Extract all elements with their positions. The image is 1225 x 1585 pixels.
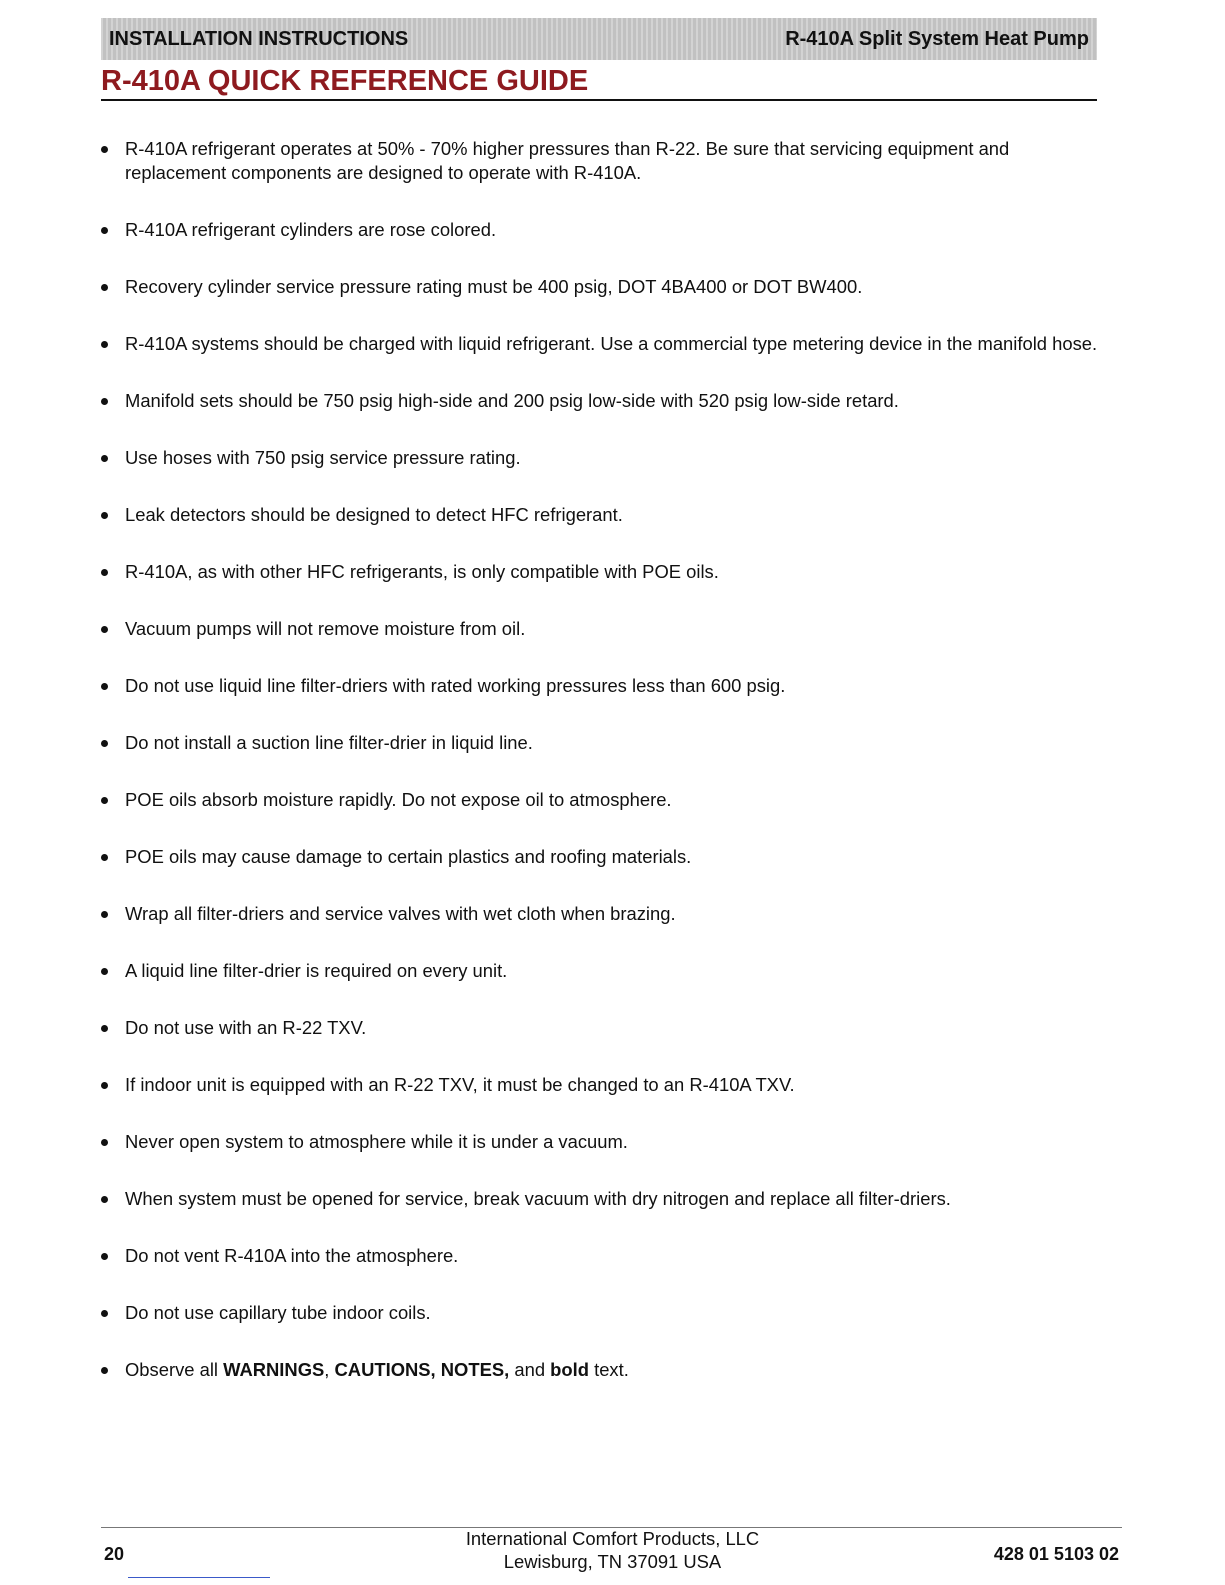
bullet-dot-icon [101,569,108,576]
bullet-dot-icon [101,683,108,690]
reference-bullet-list [101,137,1111,1382]
bullet-text: If indoor unit is equipped with an R-22 TXV, it must be changed to an R-410A TXV. [125,1074,795,1095]
bullet-text: Wrap all filter-driers and service valves with wet cloth when brazing. [125,903,676,924]
bullet-item [101,275,1111,299]
bullet-item [101,1187,1111,1211]
bullet-text: Do not use with an R-22 TXV. [125,1017,367,1038]
bullet-item [101,332,1111,356]
bullet-item [101,959,1111,983]
bullet-dot-icon [101,1253,108,1260]
bullet-dot-icon [101,911,108,918]
page-link-underline [128,1577,270,1578]
bullet-text: POE oils may cause damage to certain plastics and roofing materials. [125,846,692,867]
bullet-item [101,1130,1111,1154]
bullet-item [101,845,1111,869]
bullet-dot-icon [101,1082,108,1089]
bold-warnings: WARNINGS [223,1359,325,1380]
bullet-item [101,446,1111,470]
bullet-item [101,788,1111,812]
bullet-dot-icon [101,512,108,519]
bullet-dot-icon [101,740,108,747]
page-title: R-410A QUICK REFERENCE GUIDE [101,64,1097,101]
bullet-dot-icon [101,455,108,462]
bullet-text: When system must be opened for service, break vacuum with dry nitrogen and replace all filter-driers. [125,1188,951,1209]
bullet-item [101,218,1111,242]
bold-cautions-notes: CAUTIONS, NOTES, [334,1359,510,1380]
page-number: 20 [104,1544,125,1564]
bullet-dot-icon [101,1367,108,1374]
bullet-text: Leak detectors should be designed to detect HFC refrigerant. [125,504,623,525]
bullet-dot-icon [101,398,108,405]
bullet-text: Never open system to atmosphere while it is under a vacuum. [125,1131,628,1152]
bullet-dot-icon [101,797,108,804]
bullet-item [101,1244,1111,1268]
bullet-text: R-410A, as with other HFC refrigerants, is only compatible with POE oils. [125,561,719,582]
bullet-item [101,137,1111,185]
bullet-text-prefix: Observe all [125,1359,224,1380]
bullet-text-sep: , [324,1359,335,1380]
bullet-dot-icon [101,1139,108,1146]
bullet-text-suffix: text. [588,1359,629,1380]
bullet-text: Do not use capillary tube indoor coils. [125,1302,431,1323]
bullet-dot-icon [101,146,108,153]
bullet-text: Manifold sets should be 750 psig high-side and 200 psig low-side with 520 psig low-side retard. [125,390,899,411]
bullet-text: Use hoses with 750 psig service pressure rating. [125,447,521,468]
bullet-dot-icon [101,341,108,348]
bullet-text: Do not install a suction line filter-drier in liquid line. [125,732,533,753]
bullet-item [101,560,1111,584]
bullet-dot-icon [101,284,108,291]
header-left-title: INSTALLATION INSTRUCTIONS [109,27,409,50]
header-right-title: R-410A Split System Heat Pump [785,27,1089,50]
bullet-text: Vacuum pumps will not remove moisture from oil. [125,618,526,639]
bullet-text: POE oils absorb moisture rapidly. Do not expose oil to atmosphere. [125,789,672,810]
bullet-dot-icon [101,854,108,861]
bullet-item [101,902,1111,926]
bullet-item [101,389,1111,413]
bullet-text: R-410A refrigerant operates at 50% - 70% higher pressures than R-22. Be sure that servicing equipment and replacement components are designed to operate with R-410A. [125,138,1010,183]
bullet-item-last [101,1358,1111,1382]
bullet-text: Do not use liquid line filter-driers with rated working pressures less than 600 psig. [125,675,786,696]
document-number: 428 01 5103 02 [993,1544,1119,1564]
bullet-item [101,1301,1111,1325]
bullet-text: R-410A systems should be charged with liquid refrigerant. Use a commercial type metering device in the manifold hose. [125,333,1098,354]
footer-address-block [400,1527,825,1573]
bullet-item [101,674,1111,698]
bullet-dot-icon [101,626,108,633]
bullet-dot-icon [101,1025,108,1032]
bullet-item [101,731,1111,755]
bullet-dot-icon [101,227,108,234]
bullet-dot-icon [101,1310,108,1317]
footer-address: Lewisburg, TN 37091 USA [503,1551,722,1572]
bullet-dot-icon [101,968,108,975]
footer-company: International Comfort Products, LLC [465,1528,760,1549]
bullet-item [101,617,1111,641]
bullet-item [101,1016,1111,1040]
bullet-dot-icon [101,1196,108,1203]
bold-word: bold [550,1359,589,1380]
header-banner [101,18,1097,60]
bullet-text: Do not vent R-410A into the atmosphere. [125,1245,459,1266]
bullet-item [101,503,1111,527]
bullet-text: R-410A refrigerant cylinders are rose colored. [125,219,497,240]
bullet-text: A liquid line filter-drier is required on every unit. [125,960,508,981]
bullet-text-and: and [509,1359,551,1380]
bullet-text: Recovery cylinder service pressure rating must be 400 psig, DOT 4BA400 or DOT BW400. [125,276,863,297]
bullet-item [101,1073,1111,1097]
